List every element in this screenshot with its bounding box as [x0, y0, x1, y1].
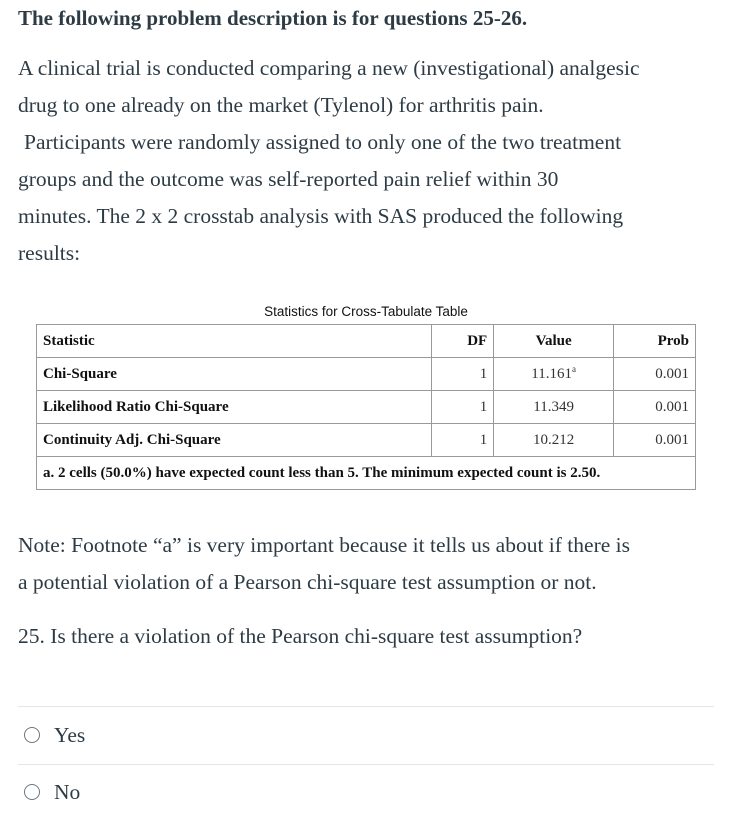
- description-line: results:: [18, 241, 81, 265]
- description-line: Participants were randomly assigned to only one of the two treatment: [24, 130, 622, 154]
- row-statistic: Likelihood Ratio Chi-Square: [37, 391, 432, 424]
- header-prob: Prob: [614, 325, 696, 358]
- statistics-table: [36, 324, 696, 490]
- description-line: groups and the outcome was self-reported pain relief within 30: [18, 167, 559, 191]
- description-line: drug to one already on the market (Tylenol) for arthritis pain.: [18, 93, 544, 117]
- table-row: [37, 391, 696, 424]
- option-divider: [18, 706, 714, 707]
- row-statistic: Chi-Square: [37, 358, 432, 391]
- option-label: No: [54, 779, 81, 804]
- row-df: 1: [432, 358, 494, 391]
- row-value: 11.349: [494, 391, 614, 424]
- table-footnote: a. 2 cells (50.0%) have expected count less than 5. The minimum expected count is 2.50.: [37, 457, 696, 490]
- header-statistic: Statistic: [37, 325, 432, 358]
- table-caption: Statistics for Cross-Tabulate Table: [264, 304, 468, 319]
- header-value: Value: [494, 325, 614, 358]
- radio-button-no[interactable]: [24, 784, 40, 800]
- table-row: [37, 358, 696, 391]
- table-row: [37, 424, 696, 457]
- note-line: Note: Footnote “a” is very important because it tells us about if there is: [18, 533, 630, 557]
- note-paragraph: [18, 527, 718, 601]
- answer-option-yes[interactable]: [24, 720, 85, 750]
- row-value: 10.212: [494, 424, 614, 457]
- footnote-mark: a: [571, 363, 576, 374]
- row-prob: 0.001: [614, 358, 696, 391]
- answer-option-no[interactable]: [24, 777, 80, 807]
- description-line: minutes. The 2 x 2 crosstab analysis with SAS produced the following: [18, 204, 624, 228]
- problem-description: [18, 50, 718, 272]
- option-label: Yes: [54, 722, 86, 747]
- value-text: 11.161: [531, 365, 572, 382]
- row-statistic: Continuity Adj. Chi-Square: [37, 424, 432, 457]
- note-line: a potential violation of a Pearson chi-square test assumption or not.: [18, 570, 597, 594]
- header-df: DF: [432, 325, 494, 358]
- table-footnote-row: [37, 457, 696, 490]
- row-df: 1: [432, 391, 494, 424]
- description-line: A clinical trial is conducted comparing a new (investigational) analgesic: [18, 56, 640, 80]
- problem-heading: The following problem description is for questions 25-26.: [18, 6, 528, 30]
- option-divider: [18, 764, 714, 765]
- table-header-row: [37, 325, 696, 358]
- question-text: 25. Is there a violation of the Pearson chi-square test assumption?: [18, 624, 583, 648]
- row-df: 1: [432, 424, 494, 457]
- radio-button-yes[interactable]: [24, 727, 40, 743]
- row-prob: 0.001: [614, 391, 696, 424]
- row-prob: 0.001: [614, 424, 696, 457]
- row-value: [494, 358, 614, 391]
